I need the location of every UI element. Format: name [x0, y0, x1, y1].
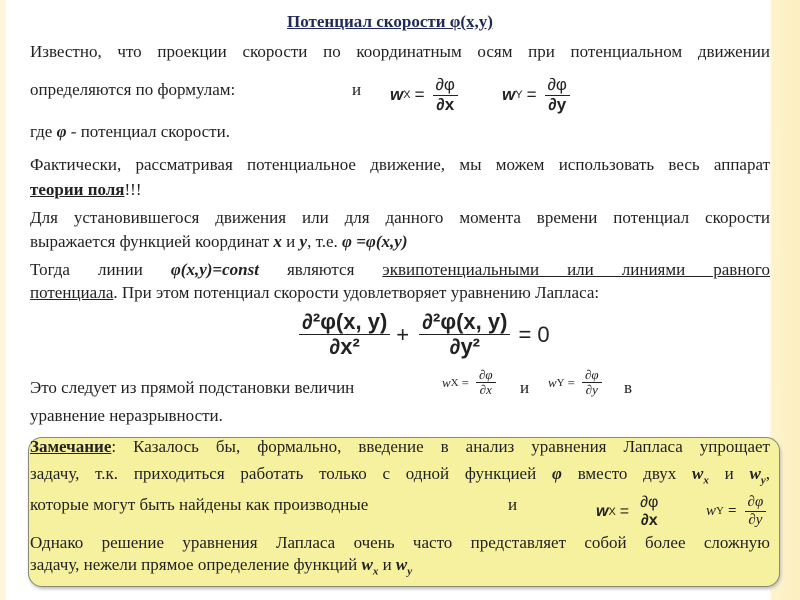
formula-sub: X [450, 376, 459, 389]
text: , т.е. [307, 232, 343, 251]
text: являются [286, 260, 383, 279]
paragraph-2-line-2 [30, 180, 141, 200]
laplace-rhs: = 0 [518, 321, 550, 347]
paragraph-1-line-2: определяются по формулам: [30, 80, 236, 99]
text: задачу, т.к. приходиться работать только с одной функцией [30, 464, 552, 483]
formula-eq: = [727, 502, 737, 519]
text: : Казалось бы, формально, введение в анализ уравнения Лапласа упрощает [111, 437, 770, 456]
formula-eq: = [567, 374, 575, 390]
wy-sub: y [760, 474, 766, 487]
text: задачу, нежели прямое определение функций [30, 555, 362, 574]
paragraph-3-line-2 [30, 232, 407, 252]
text: вместо двух [577, 464, 693, 483]
and-word: и [508, 495, 518, 514]
wx-var: w [692, 464, 704, 483]
text: . При этом потенциал скорости удовлетворяет уравнению Лапласа: [113, 283, 600, 302]
in-word: в [624, 378, 633, 397]
note-line-2 [30, 464, 770, 490]
text: и [378, 555, 396, 574]
formula-sub: X [403, 89, 411, 102]
formula-den: ∂y [585, 382, 598, 398]
note-line-1 [30, 437, 770, 457]
formula-den: ∂x [640, 511, 658, 529]
plus-sign: + [396, 321, 410, 347]
slide-title: Потенциал скорости φ(x,y) [287, 12, 493, 31]
wy-var: w [395, 555, 408, 574]
text: , [765, 464, 770, 483]
formula-den: ∂y [548, 94, 567, 114]
formula-den: ∂x [479, 382, 492, 398]
field-theory-link: теории поля [30, 180, 125, 199]
wx-var: w [361, 555, 373, 574]
formula-eq: = [526, 85, 537, 105]
text: где [30, 122, 57, 141]
note-line-5 [30, 555, 412, 581]
formula-wy [502, 76, 570, 114]
formula-sub: Y [716, 505, 724, 517]
wy-var: w [749, 464, 761, 483]
formula-lhs: w [596, 502, 609, 520]
paragraph-4-line-1 [30, 260, 770, 280]
and-word: и [520, 378, 530, 397]
text: выражается функцией координат [30, 232, 274, 251]
paragraph-1-line-3 [30, 122, 230, 142]
wx-sub: x [372, 565, 379, 578]
var-x: x [273, 232, 282, 251]
formula-num: ∂φ [582, 368, 602, 383]
var-y: y [299, 232, 308, 251]
laplace-den-1: ∂x² [329, 334, 360, 360]
text: !!! [124, 180, 142, 199]
formula-sub: Y [556, 376, 565, 389]
formula-lhs: w [706, 502, 717, 519]
laplace-num-1: ∂²φ(x, y) [299, 310, 390, 335]
formula-lhs: w [548, 374, 557, 390]
formula-den: ∂y [748, 511, 763, 528]
paragraph-1-line-1: Известно, что проекции скорости по координатным осям при потенциальном движении [30, 42, 770, 61]
phi-symbol: φ [551, 464, 562, 483]
wy-sub: y [407, 565, 413, 578]
formula-wy-small [548, 368, 602, 398]
formula-eq: = [619, 502, 630, 520]
formula-sub: Y [515, 89, 523, 102]
note-line-3: которые могут быть найдены как производные [30, 495, 369, 514]
text: Тогда линии [30, 260, 171, 279]
note-formula-wy [706, 494, 766, 528]
paragraph-2-line-1: Фактически, рассматривая потенциальное движение, мы можем использовать весь аппарат [30, 155, 770, 174]
text: и [724, 464, 750, 483]
formula-num: ∂φ [545, 76, 570, 96]
formula-num: ∂φ [433, 76, 458, 96]
text: и [281, 232, 300, 251]
formula-eq: = [461, 374, 469, 390]
and-word: и [352, 80, 362, 99]
formula-lhs: w [502, 85, 516, 105]
formula-num: ∂φ [640, 494, 659, 511]
potential-text: потенциала [30, 283, 114, 302]
formula-num: ∂φ [745, 494, 767, 512]
formula-sub: X [608, 505, 616, 518]
laplace-num-2: ∂²φ(x, y) [419, 310, 510, 335]
phi-symbol: φ [56, 122, 67, 141]
formula-den: ∂x [436, 94, 455, 114]
laplace-equation [295, 310, 550, 359]
paragraph-5-line-1: Это следует из прямой подстановки величин [30, 378, 355, 397]
paragraph-3-line-1: Для установившегося движения или для данного момента времени потенциал скорости [30, 208, 770, 227]
formula-wx-small [442, 368, 496, 398]
note-formula-wx [596, 494, 661, 529]
text: - потенциал скорости. [66, 122, 230, 141]
formula-num: ∂φ [476, 368, 496, 383]
phi-expression: φ =φ(x,y) [342, 232, 408, 251]
formula-wx [390, 76, 458, 114]
equipotential-text: эквипотенциальными или линиями равного [382, 260, 770, 279]
note-label: Замечание [30, 437, 112, 456]
laplace-den-2: ∂y² [449, 334, 481, 360]
left-decor-strip [0, 0, 6, 600]
paragraph-5-line-2: уравнение неразрывности. [30, 406, 223, 425]
paragraph-4-line-2 [30, 283, 599, 303]
formula-lhs: w [442, 374, 451, 390]
formula-lhs: w [390, 85, 404, 105]
formula-eq: = [414, 85, 425, 105]
note-line-4: Однако решение уравнения Лапласа очень часто представляет собой более сложную [30, 533, 770, 552]
wx-sub: x [703, 474, 709, 487]
const-expression: φ(x,y)=const [170, 260, 259, 279]
